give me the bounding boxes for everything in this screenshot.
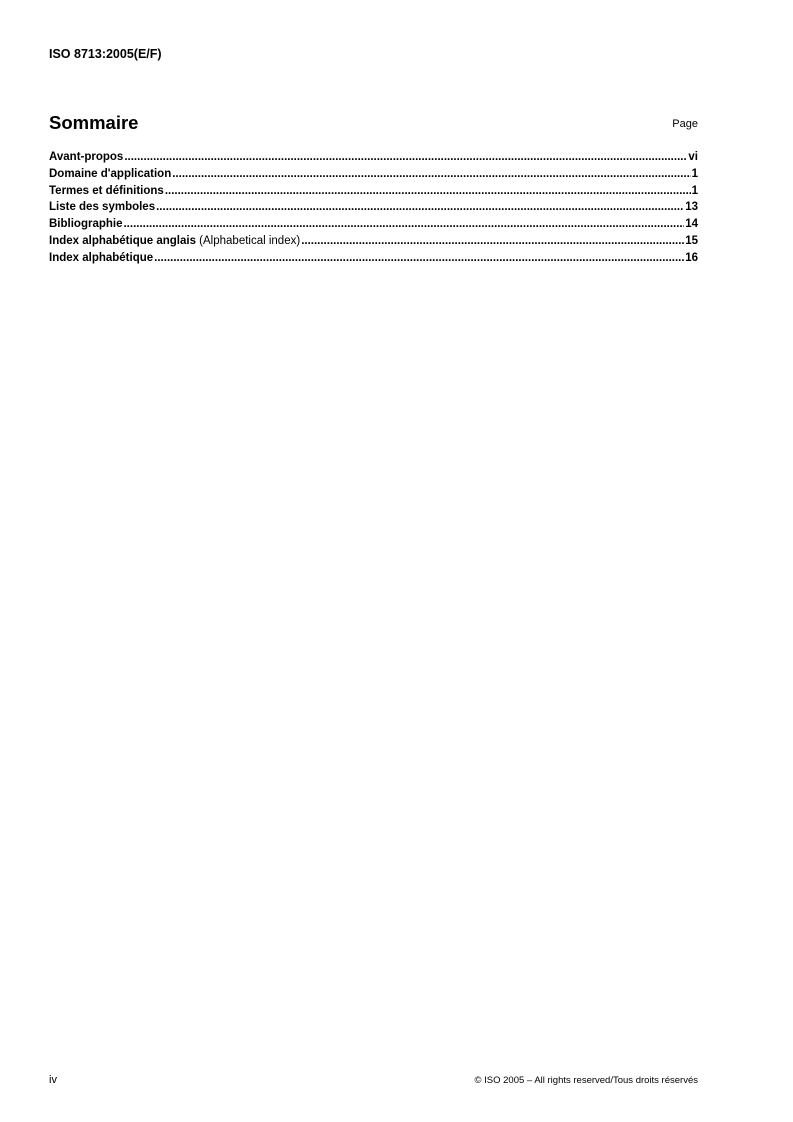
page-column-label: Page — [672, 118, 698, 130]
document-id: ISO 8713:2005(E/F) — [49, 47, 162, 61]
toc-entry-page: 1 — [691, 167, 698, 180]
toc-entry[interactable] — [49, 168, 698, 185]
toc-entry-page: vi — [688, 151, 698, 163]
toc-entry[interactable] — [49, 252, 698, 269]
toc-leader-dots — [301, 235, 684, 247]
toc-leader-dots — [172, 168, 690, 180]
toc-leader-dots — [165, 185, 691, 197]
toc-entry[interactable] — [49, 218, 698, 235]
toc-entry-label: Index alphabétique anglais (Alphabetical index) — [49, 234, 301, 247]
toc-entry[interactable] — [49, 151, 698, 168]
contents-title: Sommaire — [49, 112, 139, 133]
toc-entry-page: 15 — [685, 234, 698, 247]
toc-entry-page: 14 — [685, 218, 698, 231]
toc-leader-dots — [123, 218, 684, 230]
table-of-contents — [49, 151, 698, 269]
toc-entry[interactable] — [49, 185, 698, 202]
toc-entry[interactable] — [49, 235, 698, 252]
toc-entry-label: Avant-propos — [49, 151, 124, 163]
toc-entry-label: Bibliographie — [49, 218, 123, 231]
toc-entry-label: Liste des symboles — [49, 201, 156, 214]
footer-page-number: iv — [49, 1074, 57, 1086]
toc-leader-dots — [124, 151, 687, 163]
toc-entry-page: 13 — [685, 201, 698, 214]
contents-title-row — [49, 112, 698, 136]
toc-leader-dots — [154, 252, 684, 264]
toc-entry-label: Domaine d'application — [49, 167, 172, 180]
toc-entry-page: 1 — [691, 184, 698, 197]
toc-entry[interactable] — [49, 201, 698, 218]
toc-entry-label: Termes et définitions — [49, 184, 164, 197]
toc-entry-label: Index alphabétique — [49, 251, 154, 264]
toc-leader-dots — [156, 201, 684, 213]
toc-entry-page: 16 — [685, 251, 698, 264]
footer-copyright: © ISO 2005 – All rights reserved/Tous droits réservés — [474, 1075, 698, 1086]
